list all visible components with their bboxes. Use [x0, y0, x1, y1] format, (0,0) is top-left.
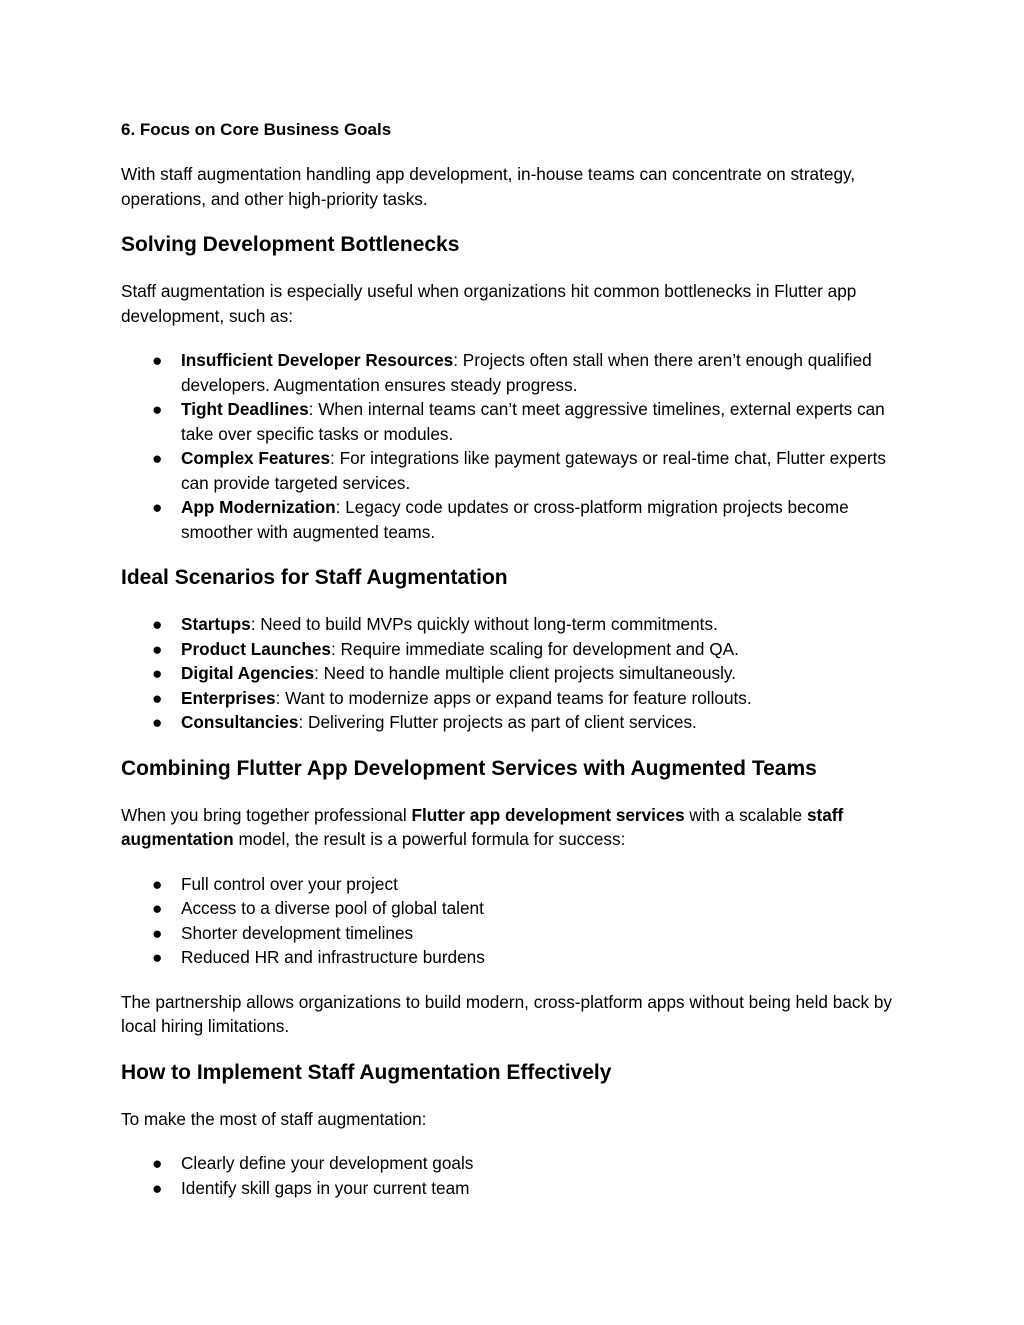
- list-item-term: Startups: [181, 614, 251, 634]
- intro-text-c: with a scalable: [684, 804, 807, 825]
- list-item: [121, 896, 911, 921]
- bullet-icon: ●: [152, 898, 163, 918]
- list-item-term: Product Launches: [181, 638, 331, 659]
- list-combining-benefits: [121, 872, 911, 970]
- list-item: [121, 495, 911, 544]
- list-item-term: Consultancies: [181, 712, 299, 732]
- list-item-text: Shorter development timelines: [181, 922, 414, 943]
- bullet-icon: ●: [152, 614, 163, 634]
- paragraph-combining-intro: [121, 803, 911, 852]
- list-item: [121, 1176, 911, 1201]
- list-item-text: : For integrations like payment gateways or real-time chat, Flutter experts can provide targeted services.: [181, 448, 886, 493]
- list-scenarios: [121, 612, 911, 735]
- intro-bold-services: Flutter app development services: [411, 804, 685, 825]
- list-implement-steps: [121, 1151, 911, 1200]
- list-item-text: : Want to modernize apps or expand teams for feature rollouts.: [275, 687, 752, 708]
- paragraph-combining-outro: The partnership allows organizations to build modern, cross-platform apps without being held back by local hiring limitations.: [121, 991, 892, 1036]
- list-item-text: : Need to build MVPs quickly without long-term commitments.: [250, 614, 718, 634]
- list-item: [121, 710, 911, 735]
- list-item: [121, 945, 911, 970]
- list-item: [121, 661, 911, 686]
- list-item-text: Reduced HR and infrastructure burdens: [181, 947, 485, 967]
- list-item: [121, 612, 911, 637]
- list-item-text: Clearly define your development goals: [181, 1153, 474, 1173]
- list-item-text: : Need to handle multiple client projects simultaneously.: [314, 663, 737, 683]
- list-item-text: : Projects often stall when there aren’t enough qualified developers. Augmentation ensures steady progress.: [181, 350, 872, 395]
- heading-combining: Combining Flutter App Development Services with Augmented Teams: [121, 756, 817, 780]
- bullet-icon: ●: [152, 873, 163, 894]
- list-item-term: Enterprises: [181, 687, 276, 708]
- list-item-text: : Delivering Flutter projects as part of client services.: [298, 712, 697, 732]
- heading-implement: How to Implement Staff Augmentation Effectively: [121, 1060, 612, 1084]
- list-item-text: : When internal teams can’t meet aggressive timelines, external experts can take over specific tasks or modules.: [181, 399, 885, 444]
- list-item-term: Complex Features: [181, 448, 331, 468]
- list-item-text: : Legacy code updates or cross-platform migration projects become smoother with augmented teams.: [181, 497, 849, 542]
- bullet-icon: ●: [152, 947, 163, 967]
- list-item-term: App Modernization: [181, 497, 336, 517]
- heading-bottlenecks: Solving Development Bottlenecks: [121, 233, 460, 256]
- paragraph-implement-intro: To make the most of staff augmentation:: [121, 1108, 427, 1129]
- list-bottlenecks: [121, 348, 911, 544]
- paragraph-focus: With staff augmentation handling app development, in-house teams can concentrate on strategy, operations, and other high-priority tasks.: [121, 164, 856, 209]
- list-item-term: Insufficient Developer Resources: [181, 350, 454, 370]
- list-item-term: Tight Deadlines: [181, 399, 309, 419]
- section-heading-focus: 6. Focus on Core Business Goals: [121, 120, 392, 139]
- list-item: [121, 686, 911, 711]
- bullet-icon: ●: [152, 497, 163, 517]
- bullet-icon: ●: [152, 638, 163, 659]
- bullet-icon: ●: [152, 687, 163, 708]
- list-item: [121, 1151, 911, 1176]
- bullet-icon: ●: [152, 448, 163, 468]
- paragraph-bottlenecks-intro: Staff augmentation is especially useful when organizations hit common bottlenecks in Flutter app development, such as:: [121, 281, 857, 326]
- bullet-icon: ●: [152, 350, 163, 370]
- list-item: [121, 348, 911, 397]
- list-item: [121, 872, 911, 897]
- bullet-icon: ●: [152, 663, 163, 683]
- list-item: [121, 921, 911, 946]
- heading-scenarios: Ideal Scenarios for Staff Augmentation: [121, 566, 508, 589]
- bullet-icon: ●: [152, 1153, 163, 1173]
- list-item: [121, 446, 911, 495]
- list-item: [121, 637, 911, 662]
- bullet-icon: ●: [152, 922, 163, 943]
- list-item-term: Digital Agencies: [181, 663, 315, 683]
- list-item-text: : Require immediate scaling for development and QA.: [330, 638, 739, 659]
- bullet-icon: ●: [152, 399, 163, 419]
- list-item-text: Identify skill gaps in your current team: [181, 1177, 470, 1198]
- list-item-text: Access to a diverse pool of global talent: [181, 898, 484, 918]
- list-item-text: Full control over your project: [181, 873, 398, 894]
- intro-text-e: model, the result is a powerful formula for success:: [233, 829, 626, 849]
- intro-bold-staff-augmentation: staff augmentation: [121, 804, 844, 849]
- intro-text-a: When you bring together professional: [121, 804, 412, 825]
- document-page: [121, 118, 911, 1200]
- list-item: [121, 397, 911, 446]
- bullet-icon: ●: [152, 712, 163, 732]
- bullet-icon: ●: [152, 1177, 163, 1198]
